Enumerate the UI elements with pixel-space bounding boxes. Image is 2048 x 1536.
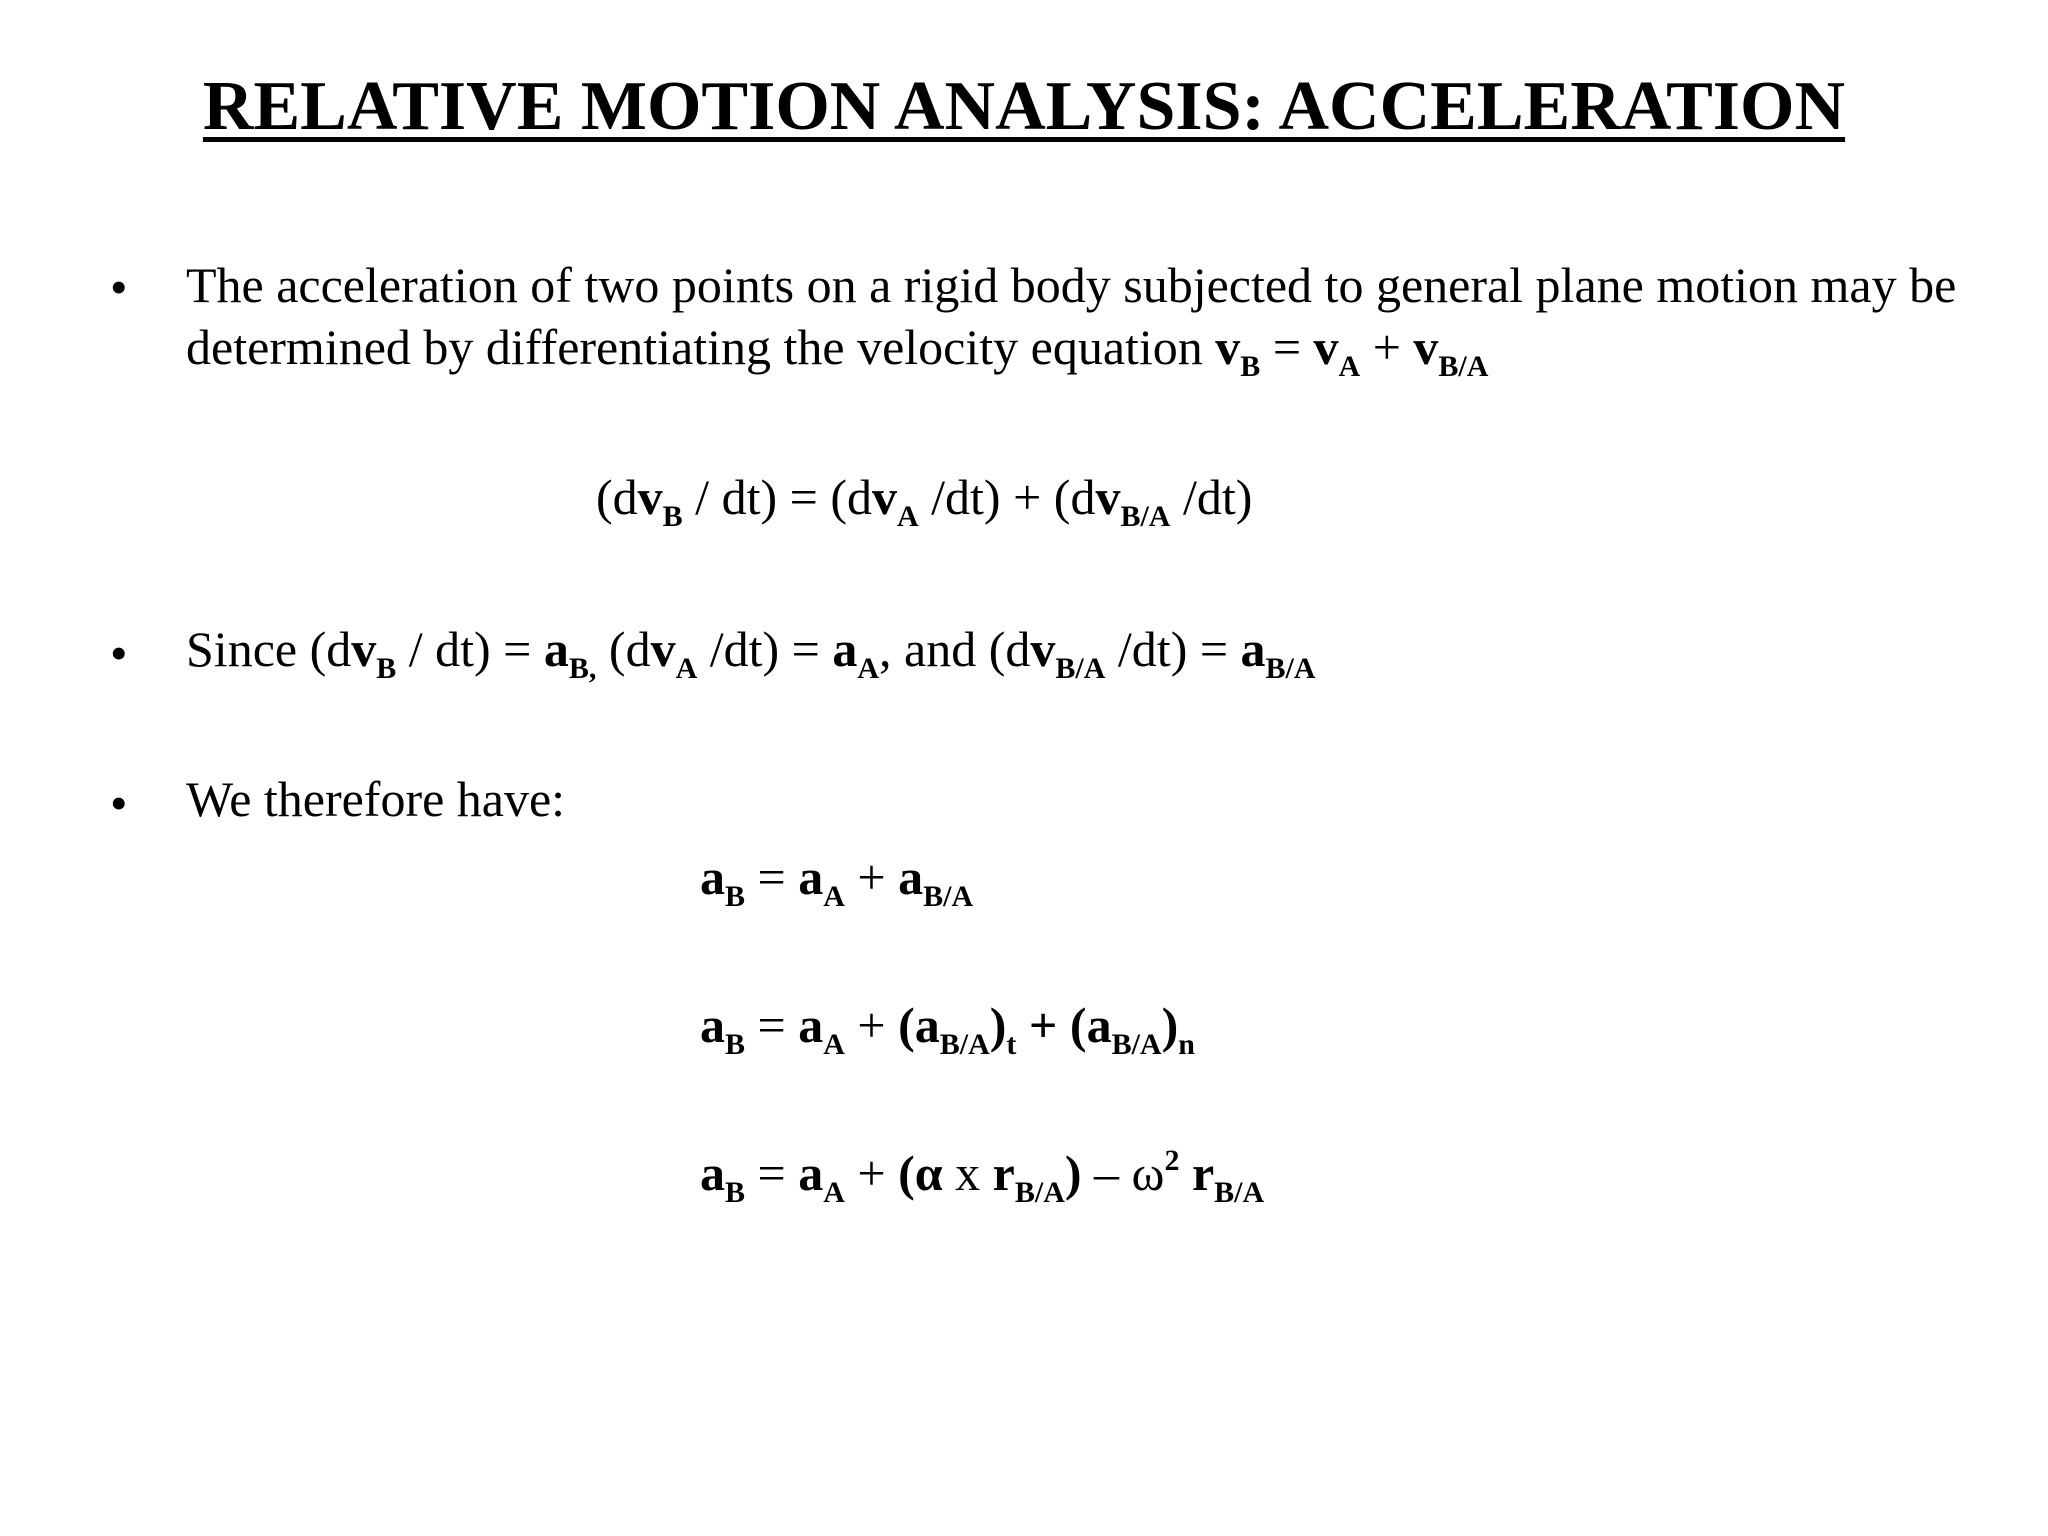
bullet-1-icon: •	[110, 259, 128, 315]
slide-title-text: RELATIVE MOTION ANALYSIS: ACCELERATION	[202, 68, 1846, 145]
acceleration-equation-1: $a_B = a_A + a_{B/A}$	[700, 849, 974, 913]
conclusion-text: We therefore have:	[186, 771, 566, 827]
slide-title	[0, 68, 2048, 145]
since-line: Since $(dv_B / dt) = a_{B,}$ ($dv_A$ $/dt) = a_A$, and ($dv_{B/A}$ $/dt) = a_{B/A}$	[186, 621, 1316, 685]
acceleration-equation-3: $a_B = a_A + (\alpha$ x $r_{B/A}) - \omega^2$ $r_{B/A}$	[700, 1144, 1265, 1209]
bullet-2-icon: •	[110, 625, 128, 681]
bullet-3-icon: •	[110, 775, 128, 831]
velocity-equation: $v_B = v_A + v_{B/A}$	[1215, 319, 1489, 383]
intro-text: The acceleration of two points on a rigid body subjected to general plane motion may be determined by differentiating the velocity equation	[186, 257, 1957, 375]
intro-paragraph	[186, 254, 1976, 383]
acceleration-equation-2: $a_B = a_A + (a_{B/A})_t + (a_{B/A})_n$	[700, 997, 1195, 1061]
derivative-equation: $(dv_B / dt) = (dv_A$ $/dt) + (dv_{B/A}$ /dt)	[596, 469, 1253, 533]
